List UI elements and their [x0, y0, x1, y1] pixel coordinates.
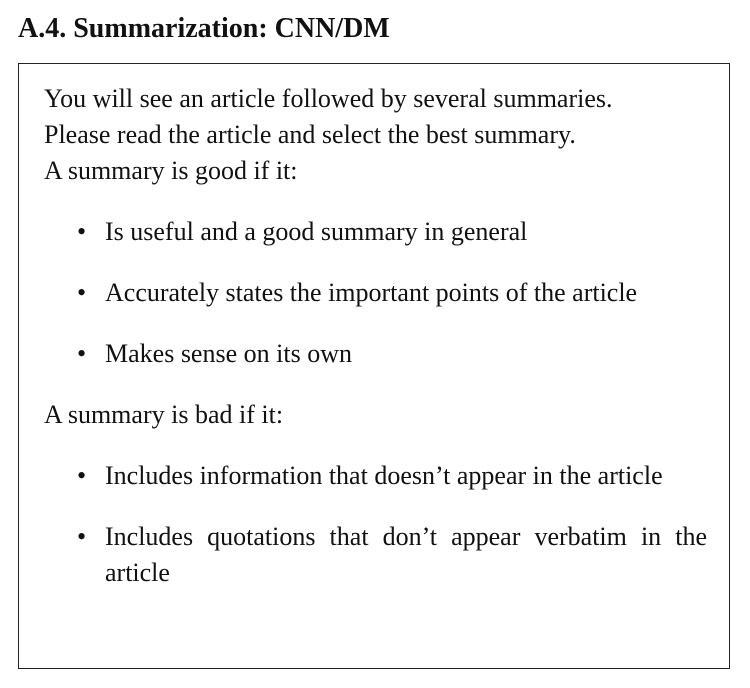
intro-line-1: You will see an article followed by several summaries.: [44, 84, 613, 113]
bad-criterion-item: [77, 519, 707, 591]
bullet-icon: •: [77, 278, 87, 307]
bullet-icon: •: [77, 217, 87, 246]
instructions-box: [18, 63, 730, 669]
bad-criteria-list: [77, 458, 707, 591]
bullet-icon: •: [77, 339, 87, 368]
bad-criteria-label: A summary is bad if it:: [44, 400, 284, 429]
bad-criterion-text: Includes information that doesn’t appear in the article: [105, 461, 663, 490]
good-criterion-text: Makes sense on its own: [105, 339, 352, 368]
good-criteria-label: A summary is good if it:: [44, 156, 298, 185]
section-heading: A.4. Summarization: CNN/DM: [18, 13, 390, 44]
bad-criterion-text: Includes quotations that don’t appear verbatim in the article: [105, 522, 707, 587]
good-criterion-item: [77, 214, 707, 250]
intro-line-2: Please read the article and select the best summary.: [44, 120, 576, 149]
good-criterion-text: Is useful and a good summary in general: [105, 217, 528, 246]
good-criterion-item: [77, 336, 707, 372]
instructions-intro: [44, 81, 613, 189]
bullet-icon: •: [77, 522, 87, 551]
good-criterion-item: [77, 275, 707, 311]
bad-criterion-item: [77, 458, 707, 494]
bullet-icon: •: [77, 461, 87, 490]
good-criterion-text: Accurately states the important points of the article: [105, 278, 638, 307]
good-criteria-list: [77, 214, 707, 372]
